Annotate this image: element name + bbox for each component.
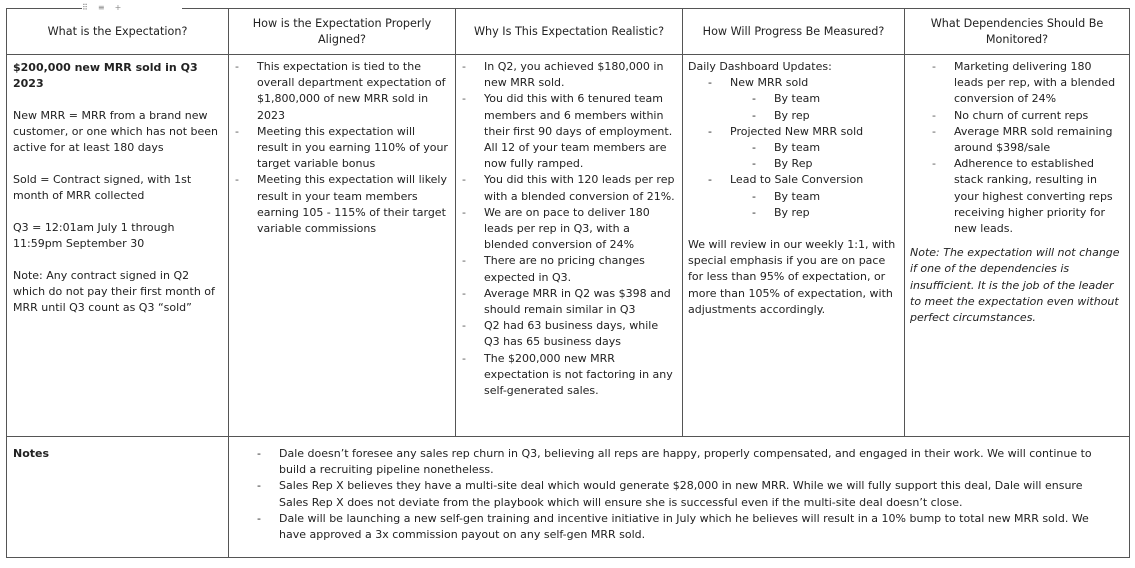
- dashboard-intro: Daily Dashboard Updates:: [688, 60, 832, 73]
- list-item: - This expectation is tied to the overall department expectation of $1,800,000 of new MRR sold in 2023: [235, 59, 449, 124]
- measure-sub: - By team: [688, 91, 898, 107]
- measure-sub: - By team: [688, 140, 898, 156]
- note-item: - Dale doesn’t foresee any sales rep churn in Q3, believing all reps are happy, properly compensated, and engaged in their work. We will continue to build a recruiting pipeline nonetheless.: [255, 446, 1115, 478]
- header-measured: How Will Progress Be Measured?: [683, 9, 905, 55]
- header-dependencies: What Dependencies Should Be Monitored?: [905, 9, 1130, 55]
- list-item: - No churn of current reps: [932, 108, 1123, 124]
- note-item: - Sales Rep X believes they have a multi-site deal which would generate $28,000 in new MRR. While we will fully support this deal, Dale will ensure Sales Rep X does not deviate from the playbook which will ensure she is successful even if the multi-site deal doesn’t close.: [255, 478, 1115, 510]
- review-text: We will review in our weekly 1:1, with special emphasis if you are on pace for less than 95% of expectation, or more than 105% of expectation, with adjustments accordingly.: [688, 238, 896, 316]
- list-item: - Q2 had 63 business days, while Q3 has 65 business days: [462, 318, 676, 350]
- measure-sub: - By Rep: [688, 156, 898, 172]
- dependency-note: Note: The expectation will not change if one of the dependencies is insufficient. It is the job of the leader to meet the expectation even without perfect circumstances.: [910, 246, 1120, 325]
- list-item: - In Q2, you achieved $180,000 in new MRR sold.: [462, 59, 676, 91]
- list-item: - Meeting this expectation will result in you earning 110% of your target variable bonus: [235, 124, 449, 173]
- notes-label: Notes: [13, 447, 50, 460]
- expectation-para: New MRR = MRR from a brand new customer, or one which has not been active for at least 180 days: [13, 108, 218, 155]
- notes-content-cell[interactable]: [229, 437, 1130, 558]
- cell-dependencies[interactable]: [905, 55, 1130, 437]
- add-icon[interactable]: +: [114, 3, 122, 12]
- cell-realistic[interactable]: [456, 55, 683, 437]
- cell-expectation[interactable]: [7, 55, 229, 437]
- cell-measured[interactable]: [683, 55, 905, 437]
- measure-group: - Projected New MRR sold: [688, 124, 898, 140]
- table-toolbar: [82, 3, 182, 13]
- format-icon[interactable]: ≡: [97, 3, 105, 12]
- header-realistic: Why Is This Expectation Realistic?: [456, 9, 683, 55]
- measure-sub: - By rep: [688, 205, 898, 221]
- list-item: - Marketing delivering 180 leads per rep, with a blended conversion of 24%: [932, 59, 1123, 108]
- expectations-table: [6, 8, 1130, 558]
- notes-label-cell[interactable]: [7, 437, 229, 558]
- list-item: - You did this with 120 leads per rep with a blended conversion of 21%.: [462, 172, 676, 204]
- cell-aligned[interactable]: [229, 55, 456, 437]
- list-item: - There are no pricing changes expected in Q3.: [462, 253, 676, 285]
- header-row: [7, 9, 1130, 55]
- list-item: - You did this with 6 tenured team members and 6 members within their first 90 days of employment. All 12 of your team members are now fully ramped.: [462, 91, 676, 172]
- measure-sub: - By rep: [688, 108, 898, 124]
- list-item: - The $200,000 new MRR expectation is not factoring in any self-generated sales.: [462, 351, 676, 400]
- measure-group: - New MRR sold: [688, 75, 898, 91]
- note-item: - Dale will be launching a new self-gen training and incentive initiative in July which he believes will result in a 10% bump to total new MRR sold. We have approved a 3x commission payout on any self-gen MRR sold.: [255, 511, 1115, 543]
- list-item: - Average MRR in Q2 was $398 and should remain similar in Q3: [462, 286, 676, 318]
- content-row: [7, 55, 1130, 437]
- expectation-para: Note: Any contract signed in Q2 which do not pay their first month of MRR until Q3 count as Q3 “sold”: [13, 268, 215, 315]
- expectation-para: Sold = Contract signed, with 1st month of MRR collected: [13, 173, 192, 203]
- measure-group: - Lead to Sale Conversion: [688, 172, 898, 188]
- list-item: - Average MRR sold remaining around $398/sale: [932, 124, 1123, 156]
- list-item: - Adherence to established stack ranking, resulting in your highest converting reps receiving higher priority for new leads.: [932, 156, 1123, 237]
- measure-sub: - By team: [688, 189, 898, 205]
- notes-row: [7, 437, 1130, 558]
- list-item: - We are on pace to deliver 180 leads per rep in Q3, with a blended conversion of 24%: [462, 205, 676, 254]
- list-item: - Meeting this expectation will likely result in your team members earning 105 - 115% of their target variable commissions: [235, 172, 449, 237]
- grip-icon[interactable]: ⠿: [82, 3, 88, 12]
- expectation-title: $200,000 new MRR sold in Q3 2023: [13, 61, 198, 91]
- expectation-para: Q3 = 12:01am July 1 through 11:59pm September 30: [13, 220, 175, 251]
- header-aligned: How is the Expectation Properly Aligned?: [229, 9, 456, 55]
- header-expectation: What is the Expectation?: [7, 9, 229, 55]
